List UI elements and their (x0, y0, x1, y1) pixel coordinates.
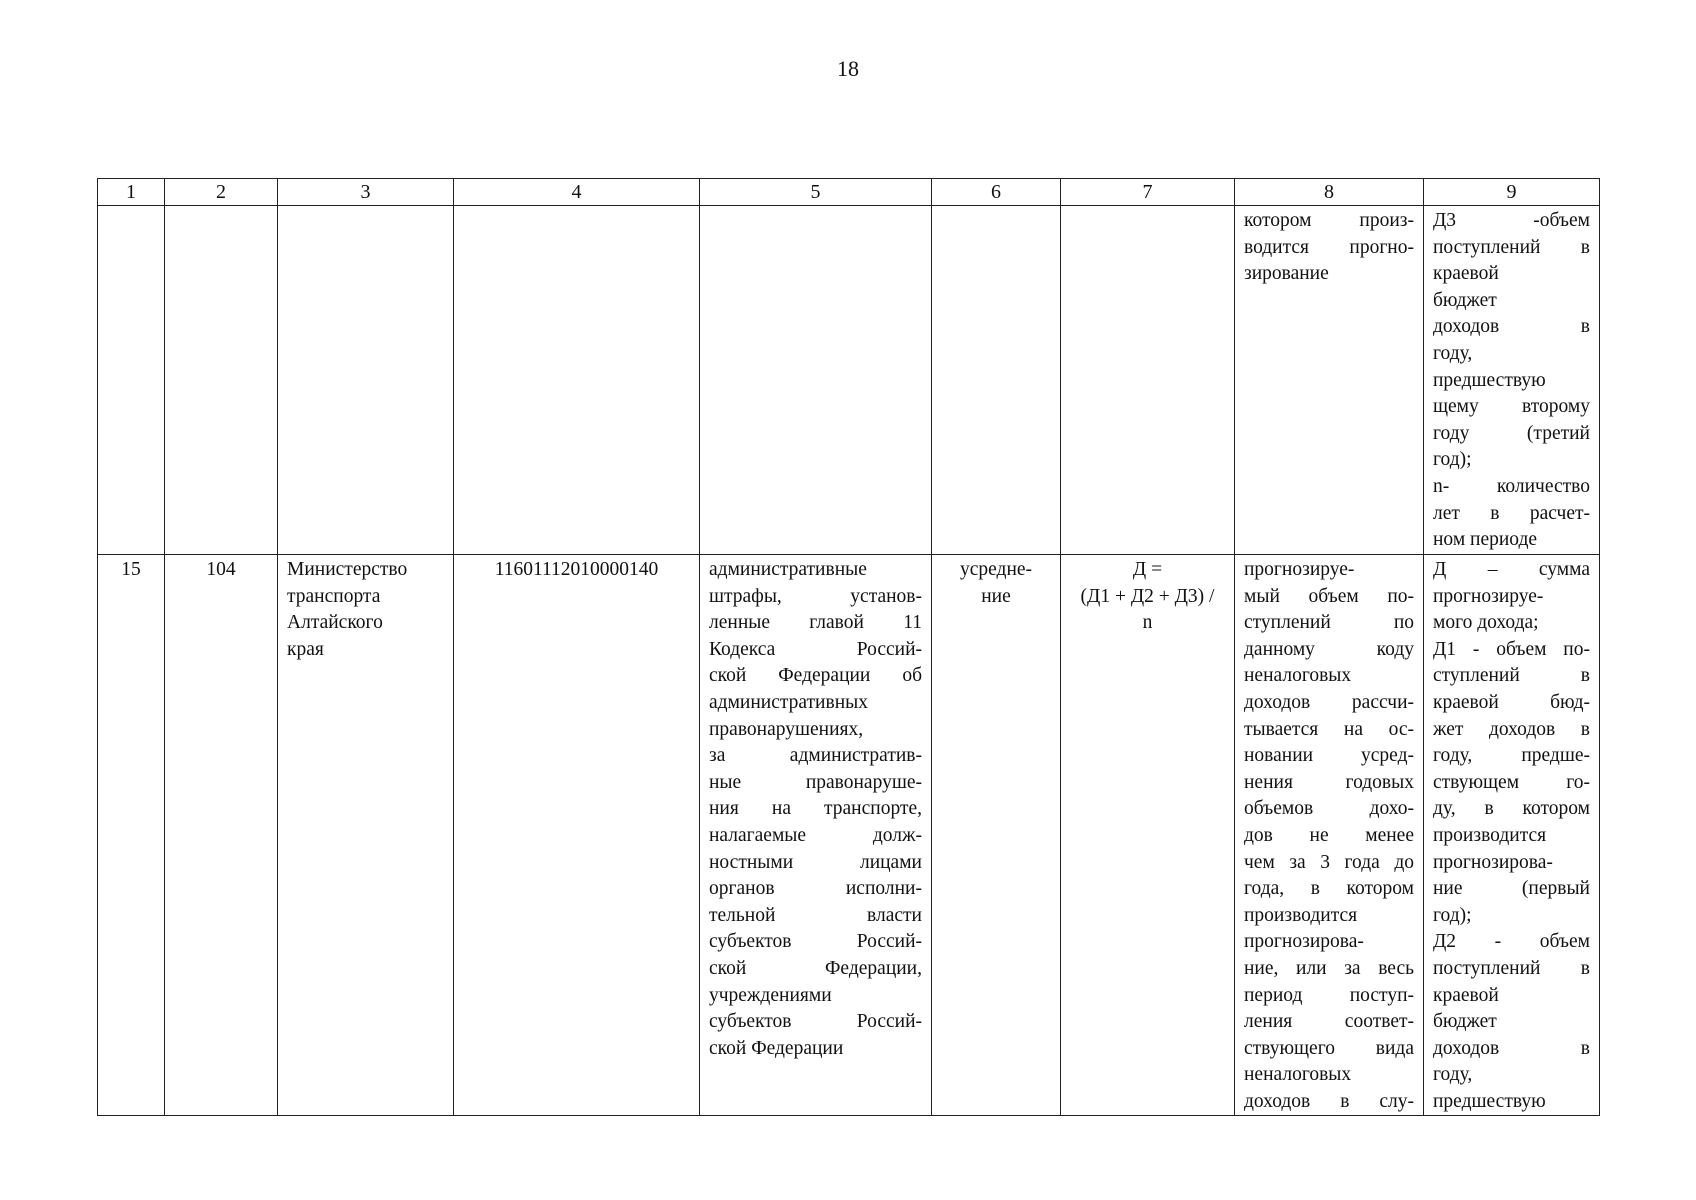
text-line: тывается на ос- (1244, 718, 1414, 740)
empty-cell (1061, 206, 1235, 555)
text-line: за административ- (709, 745, 922, 767)
text-line: предшествую (1433, 369, 1546, 391)
revenue-name-cell (700, 555, 932, 1116)
text-line: ской Федерации об (709, 665, 922, 687)
text-line: Министерство (287, 559, 408, 580)
text-line: административные (709, 559, 867, 580)
column-number: 7 (1061, 179, 1235, 206)
empty-cell (165, 206, 278, 555)
text-line: поступлений в (1433, 236, 1590, 258)
text-line: прогнозирова- (1244, 931, 1364, 953)
column-number: 8 (1235, 179, 1424, 206)
formula-cell (1061, 555, 1235, 1116)
text-line: ской Федерации, (709, 957, 922, 979)
text-line: производится (1244, 904, 1358, 926)
text-line: усредне- (959, 559, 1033, 580)
text-line: новании усред- (1244, 745, 1414, 767)
text-line: ные правонаруше- (709, 771, 922, 793)
admin-code-cell: 104 (165, 555, 278, 1116)
text-line: доходов в (1433, 1037, 1590, 1059)
text-line: год); (1433, 904, 1472, 926)
text-line: субъектов Россий- (709, 931, 922, 953)
text-line: году, предше- (1433, 745, 1590, 767)
text-line: Д1 - объем по- (1433, 638, 1590, 660)
text-line: ления соответ- (1244, 1011, 1414, 1033)
text-line: предшествую (1433, 1090, 1546, 1112)
text-line: ской Федерации (709, 1037, 844, 1059)
text-line: бюджет (1433, 289, 1497, 311)
text-line: поступлений в (1433, 957, 1590, 979)
formula-line: Д = (1132, 559, 1163, 580)
text-line: n- количество (1433, 475, 1590, 497)
text-line: ном периоде (1433, 529, 1538, 551)
text-line: учреждениями (709, 984, 832, 1006)
text-line: ствующего вида (1244, 1037, 1414, 1059)
text-line: краевой (1433, 984, 1499, 1006)
text-line: ствующем го- (1433, 771, 1590, 793)
text-line: административных (709, 691, 868, 713)
administrator-name-cell (278, 555, 454, 1116)
text-line: период поступ- (1244, 984, 1414, 1006)
text-line: неналоговых (1244, 665, 1352, 687)
text-line: дов не менее (1244, 824, 1414, 846)
method-description-cell (1235, 206, 1424, 555)
column-number: 5 (700, 179, 932, 206)
text-line: края (287, 638, 324, 660)
text-line: неналоговых (1244, 1064, 1352, 1086)
method-description-cell (1235, 555, 1424, 1116)
text-line: доходов рассчи- (1244, 691, 1414, 713)
text-line: транспорта (287, 585, 381, 607)
page-number: 18 (837, 56, 859, 81)
text-line: ностными лицами (709, 851, 922, 873)
column-number: 3 (278, 179, 454, 206)
text-line: ленные главой 11 (709, 612, 922, 634)
text-line: органов исполни- (709, 878, 922, 900)
text-line: налагаемые долж- (709, 824, 922, 846)
text-line: тельной власти (709, 904, 922, 926)
column-number-row (98, 179, 1600, 206)
text-line: мый объем по- (1244, 585, 1414, 607)
formula-line: (Д1 + Д2 + Д3) / (1080, 585, 1215, 607)
text-line: Кодекса Россий- (709, 638, 922, 660)
variables-description-cell (1424, 555, 1600, 1116)
text-line: щему второму (1433, 396, 1590, 418)
text-line: году (третий (1433, 422, 1590, 444)
text-line: краевой бюд- (1433, 691, 1590, 713)
revenue-code-cell: 11601112010000140 (454, 555, 700, 1116)
text-line: зирование (1244, 263, 1329, 285)
text-line: прогнозируе- (1244, 559, 1355, 580)
text-line: ния на транспорте, (709, 798, 922, 820)
text-line: прогнозируе- (1433, 585, 1544, 607)
text-line: объемов дохо- (1244, 798, 1414, 820)
variables-description-cell (1424, 206, 1600, 555)
text-line: ступлений по (1244, 612, 1414, 634)
empty-cell (278, 206, 454, 555)
text-line: доходов в (1433, 316, 1590, 338)
text-line: ступлений в (1433, 665, 1590, 687)
text-line: Д – сумма (1433, 559, 1590, 580)
method-type-cell (932, 555, 1061, 1116)
text-line: жет доходов в (1433, 718, 1590, 740)
empty-cell (454, 206, 700, 555)
text-line: правонарушениях, (709, 718, 864, 740)
text-line: чем за 3 года до (1244, 851, 1414, 873)
text-line: котором произ- (1244, 210, 1414, 231)
table-row (98, 555, 1600, 1116)
text-line: краевой (1433, 263, 1499, 285)
text-line: Алтайского (287, 612, 383, 634)
text-line: ние, или за весь (1244, 957, 1414, 979)
column-number: 6 (932, 179, 1061, 206)
text-line: Д3 -объем (1433, 210, 1590, 231)
empty-cell (700, 206, 932, 555)
text-line: ду, в котором (1433, 798, 1590, 820)
text-line: Д2 - объем (1433, 931, 1590, 953)
column-number: 1 (98, 179, 165, 206)
empty-cell (932, 206, 1061, 555)
text-line: нения годовых (1244, 771, 1414, 793)
text-line: бюджет (1433, 1011, 1497, 1033)
row-number-cell: 15 (98, 555, 165, 1116)
text-line: субъектов Россий- (709, 1011, 922, 1033)
column-number: 2 (165, 179, 278, 206)
text-line: году, (1433, 342, 1473, 364)
text-line: штрафы, установ- (709, 585, 922, 607)
budget-revenue-table (97, 178, 1600, 1116)
table-row-continued (98, 206, 1600, 555)
text-line: доходов в слу- (1244, 1090, 1414, 1112)
text-line: водится прогно- (1244, 236, 1414, 258)
text-line: году, (1433, 1064, 1473, 1086)
formula-line: n (1142, 612, 1153, 634)
text-line: прогнозирова- (1433, 851, 1553, 873)
column-number: 4 (454, 179, 700, 206)
empty-cell (98, 206, 165, 555)
text-line: ние (981, 585, 1011, 607)
text-line: года, в котором (1244, 878, 1414, 900)
text-line: производится (1433, 824, 1547, 846)
text-line: ние (первый (1433, 878, 1590, 900)
text-line: мого дохода; (1433, 612, 1539, 634)
column-number: 9 (1424, 179, 1600, 206)
text-line: лет в расчет- (1433, 502, 1590, 524)
text-line: год); (1433, 449, 1472, 471)
text-line: данному коду (1244, 638, 1414, 660)
